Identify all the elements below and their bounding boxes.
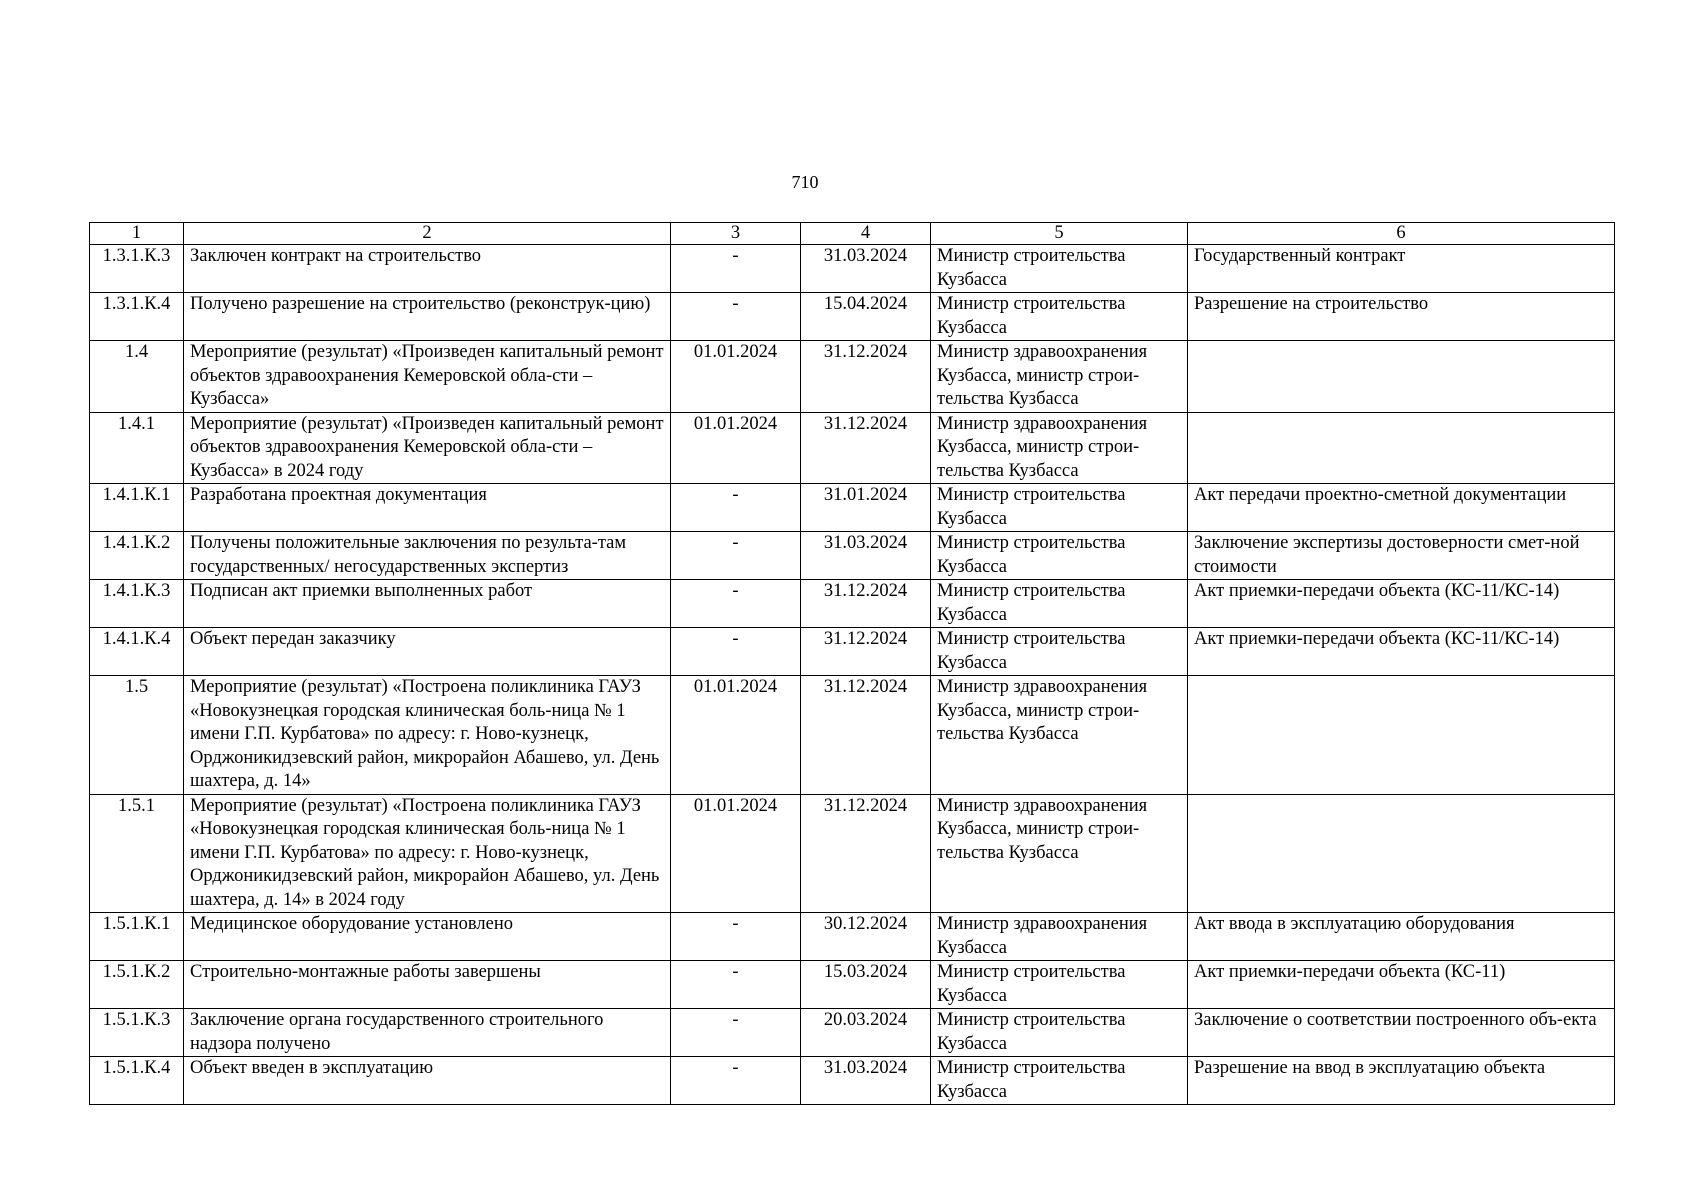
- column-header: 4: [801, 223, 931, 245]
- end-date-cell: 15.03.2024: [801, 961, 931, 1009]
- row-number-cell: 1.5.1.К.3: [90, 1009, 184, 1057]
- description-cell: Строительно-монтажные работы завершены: [184, 961, 671, 1009]
- column-header: 3: [671, 223, 801, 245]
- document-cell: Акт приемки-передачи объекта (КС-11/КС-14): [1188, 628, 1615, 676]
- table-row: [90, 293, 1615, 341]
- document-cell: Акт ввода в эксплуатацию оборудования: [1188, 913, 1615, 961]
- end-date-cell: 30.12.2024: [801, 913, 931, 961]
- document-cell: [1188, 794, 1615, 913]
- end-date-cell: 15.04.2024: [801, 293, 931, 341]
- end-date-cell: 31.03.2024: [801, 532, 931, 580]
- row-number-cell: 1.3.1.К.3: [90, 245, 184, 293]
- description-cell: Мероприятие (результат) «Построена поликлиника ГАУЗ «Новокузнецкая городская клиническая боль-ница № 1 имени Г.П. Курбатова» по адресу: г. Ново-кузнецк, Орджоникидзевский район, микрорайон Абашево, ул. День шахтера, д. 14»: [184, 676, 671, 795]
- responsible-cell: Министр строительства Кузбасса: [931, 532, 1188, 580]
- end-date-cell: 31.12.2024: [801, 412, 931, 484]
- table-row: [90, 245, 1615, 293]
- column-header: 5: [931, 223, 1188, 245]
- document-cell: Заключение экспертизы достоверности смет-ной стоимости: [1188, 532, 1615, 580]
- row-number-cell: 1.4.1.К.2: [90, 532, 184, 580]
- description-cell: Заключен контракт на строительство: [184, 245, 671, 293]
- end-date-cell: 31.03.2024: [801, 245, 931, 293]
- description-cell: Получено разрешение на строительство (реконструк-цию): [184, 293, 671, 341]
- row-number-cell: 1.3.1.К.4: [90, 293, 184, 341]
- responsible-cell: Министр здравоохранения Кузбасса, министр строи-тельства Кузбасса: [931, 341, 1188, 413]
- description-cell: Объект передан заказчику: [184, 628, 671, 676]
- row-number-cell: 1.4.1.К.3: [90, 580, 184, 628]
- start-date-cell: -: [671, 293, 801, 341]
- header-row: [90, 223, 1615, 245]
- row-number-cell: 1.4.1.К.1: [90, 484, 184, 532]
- row-number-cell: 1.4: [90, 341, 184, 413]
- start-date-cell: -: [671, 1009, 801, 1057]
- row-number-cell: 1.5.1.К.1: [90, 913, 184, 961]
- column-header: 2: [184, 223, 671, 245]
- start-date-cell: -: [671, 628, 801, 676]
- column-header: 1: [90, 223, 184, 245]
- start-date-cell: 01.01.2024: [671, 676, 801, 795]
- table-row: [90, 484, 1615, 532]
- responsible-cell: Министр строительства Кузбасса: [931, 628, 1188, 676]
- end-date-cell: 31.12.2024: [801, 580, 931, 628]
- end-date-cell: 31.01.2024: [801, 484, 931, 532]
- end-date-cell: 31.12.2024: [801, 676, 931, 795]
- start-date-cell: -: [671, 484, 801, 532]
- table-body: [90, 245, 1615, 1105]
- end-date-cell: 31.12.2024: [801, 628, 931, 676]
- start-date-cell: 01.01.2024: [671, 412, 801, 484]
- responsible-cell: Министр здравоохранения Кузбасса: [931, 913, 1188, 961]
- row-number-cell: 1.4.1: [90, 412, 184, 484]
- description-cell: Медицинское оборудование установлено: [184, 913, 671, 961]
- page-number: 710: [791, 172, 819, 192]
- start-date-cell: -: [671, 245, 801, 293]
- table-row: [90, 1009, 1615, 1057]
- document-cell: Акт приемки-передачи объекта (КС-11): [1188, 961, 1615, 1009]
- row-number-cell: 1.5.1: [90, 794, 184, 913]
- measures-table: [89, 222, 1615, 1105]
- table-row: [90, 341, 1615, 413]
- responsible-cell: Министр строительства Кузбасса: [931, 580, 1188, 628]
- description-cell: Получены положительные заключения по результа-там государственных/ негосударственных экспертиз: [184, 532, 671, 580]
- table-row: [90, 532, 1615, 580]
- end-date-cell: 31.03.2024: [801, 1057, 931, 1105]
- table-row: [90, 794, 1615, 913]
- table-row: [90, 628, 1615, 676]
- column-header: 6: [1188, 223, 1615, 245]
- end-date-cell: 31.12.2024: [801, 794, 931, 913]
- table-row: [90, 913, 1615, 961]
- responsible-cell: Министр строительства Кузбасса: [931, 245, 1188, 293]
- row-number-cell: 1.4.1.К.4: [90, 628, 184, 676]
- row-number-cell: 1.5: [90, 676, 184, 795]
- document-cell: Заключение о соответствии построенного объ-екта: [1188, 1009, 1615, 1057]
- start-date-cell: -: [671, 913, 801, 961]
- responsible-cell: Министр здравоохранения Кузбасса, министр строи-тельства Кузбасса: [931, 794, 1188, 913]
- document-cell: Разрешение на ввод в эксплуатацию объекта: [1188, 1057, 1615, 1105]
- responsible-cell: Министр здравоохранения Кузбасса, министр строи-тельства Кузбасса: [931, 412, 1188, 484]
- table-row: [90, 676, 1615, 795]
- end-date-cell: 20.03.2024: [801, 1009, 931, 1057]
- description-cell: Мероприятие (результат) «Произведен капитальный ремонт объектов здравоохранения Кемеровской обла-сти – Кузбасса» в 2024 году: [184, 412, 671, 484]
- document-cell: [1188, 412, 1615, 484]
- start-date-cell: -: [671, 580, 801, 628]
- table-row: [90, 580, 1615, 628]
- start-date-cell: -: [671, 961, 801, 1009]
- end-date-cell: 31.12.2024: [801, 341, 931, 413]
- responsible-cell: Министр здравоохранения Кузбасса, министр строи-тельства Кузбасса: [931, 676, 1188, 795]
- document-cell: Акт передачи проектно-сметной документации: [1188, 484, 1615, 532]
- start-date-cell: 01.01.2024: [671, 341, 801, 413]
- description-cell: Мероприятие (результат) «Произведен капитальный ремонт объектов здравоохранения Кемеровской обла-сти – Кузбасса»: [184, 341, 671, 413]
- document-cell: Акт приемки-передачи объекта (КС-11/КС-14): [1188, 580, 1615, 628]
- table-row: [90, 412, 1615, 484]
- responsible-cell: Министр строительства Кузбасса: [931, 961, 1188, 1009]
- description-cell: Объект введен в эксплуатацию: [184, 1057, 671, 1105]
- document-cell: [1188, 676, 1615, 795]
- responsible-cell: Министр строительства Кузбасса: [931, 1057, 1188, 1105]
- document-cell: Государственный контракт: [1188, 245, 1615, 293]
- responsible-cell: Министр строительства Кузбасса: [931, 1009, 1188, 1057]
- description-cell: Разработана проектная документация: [184, 484, 671, 532]
- table-row: [90, 1057, 1615, 1105]
- start-date-cell: -: [671, 1057, 801, 1105]
- table-row: [90, 961, 1615, 1009]
- description-cell: Заключение органа государственного строительного надзора получено: [184, 1009, 671, 1057]
- start-date-cell: 01.01.2024: [671, 794, 801, 913]
- document-cell: Разрешение на строительство: [1188, 293, 1615, 341]
- row-number-cell: 1.5.1.К.4: [90, 1057, 184, 1105]
- document-cell: [1188, 341, 1615, 413]
- description-cell: Мероприятие (результат) «Построена поликлиника ГАУЗ «Новокузнецкая городская клиническая боль-ница № 1 имени Г.П. Курбатова» по адресу: г. Ново-кузнецк, Орджоникидзевский район, микрорайон Абашево, ул. День шахтера, д. 14» в 2024 году: [184, 794, 671, 913]
- responsible-cell: Министр строительства Кузбасса: [931, 484, 1188, 532]
- start-date-cell: -: [671, 532, 801, 580]
- description-cell: Подписан акт приемки выполненных работ: [184, 580, 671, 628]
- row-number-cell: 1.5.1.К.2: [90, 961, 184, 1009]
- responsible-cell: Министр строительства Кузбасса: [931, 293, 1188, 341]
